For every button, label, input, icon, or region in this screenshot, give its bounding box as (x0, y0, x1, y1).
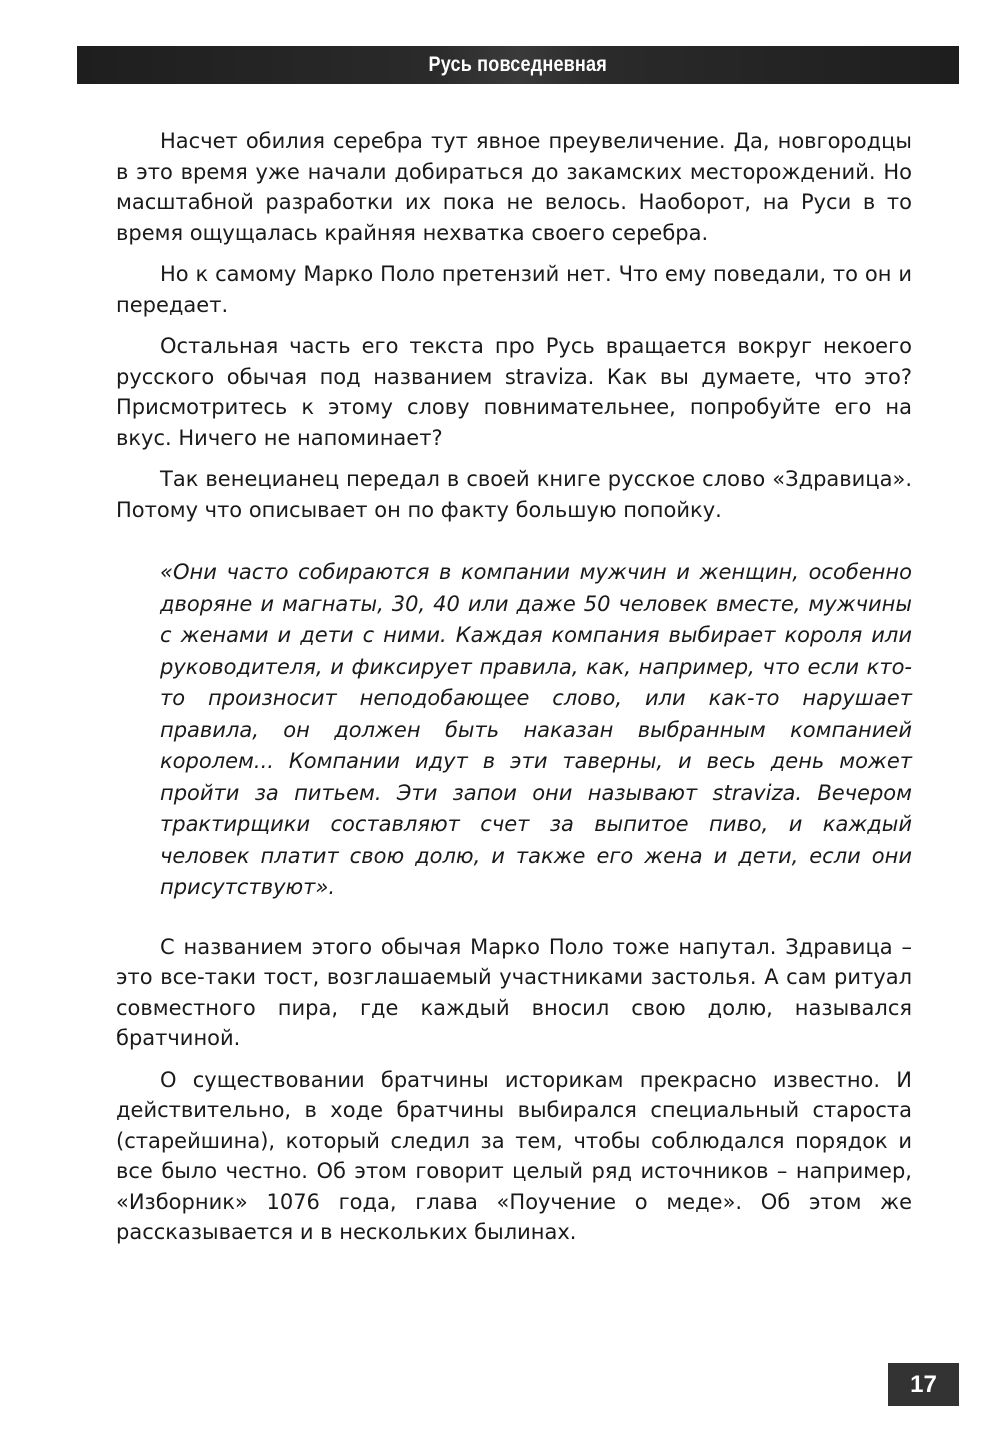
paragraph: О существовании братчины историкам прекрасно известно. И действительно, в ходе братчины выбирался специальный староста (старейшина), который следил за тем, чтобы соблюдался порядок и все было честно. Об этом говорит целый ряд источников – например, «Изборник» 1076 года, глава «Поучение о меде». Об этом же рассказывается и в нескольких былинах. (116, 1067, 912, 1244)
running-header-title: Русь повседневная (428, 53, 608, 76)
page-number-box (888, 1363, 959, 1406)
paragraph: Но к самому Марко Поло претензий нет. Что ему поведали, то он и передает. (116, 262, 912, 317)
paragraph: Остальная часть его текста про Русь вращается вокруг некоего русского обычая под названием straviza. Как вы думаете, что это? Присмотритесь к этому слову повнимательнее, попробуйте его на вкус. Ничего не напоминает? (116, 334, 912, 450)
block-quote: «Они часто собираются в компании мужчин и женщин, особенно дворяне и магнаты, 30, 40 или даже 50 человек вместе, мужчины с женами и дети с ними. Каждая компания выбирает короля или руководителя, и фиксирует правила, как, например, что если кто-то произносит неподобающее слово, или как-то нарушает правила, он должен быть наказан выбранным компанией королем... Компании идут в эти таверны, и весь день может пройти за питьем. Эти запои они называют straviza. Вечером трактирщики составляют счет за выпитое пиво, и каждый человек платит свою долю, и также его жена и дети, если они присутствуют». (160, 560, 912, 899)
page-body (116, 126, 912, 1259)
paragraph: Насчет обилия серебра тут явное преувеличение. Да, новгородцы в это время уже начали добираться до закамских месторождений. Но масштабной разработки их пока не велось. Наоборот, на Руси в то время ощущалась крайняя нехватка своего серебра. (116, 129, 912, 245)
paragraph: С названием этого обычая Марко Поло тоже напутал. Здравица – это все-таки тост, возглашаемый участниками застолья. А сам ритуал совместного пира, где каждый вносил свою долю, назывался братчиной. (116, 934, 912, 1050)
paragraph: Так венецианец передал в своей книге русское слово «Здравица». Потому что описывает он по факту большую попойку. (116, 467, 912, 522)
running-header-bar (77, 46, 959, 84)
page-number: 17 (910, 1370, 937, 1398)
